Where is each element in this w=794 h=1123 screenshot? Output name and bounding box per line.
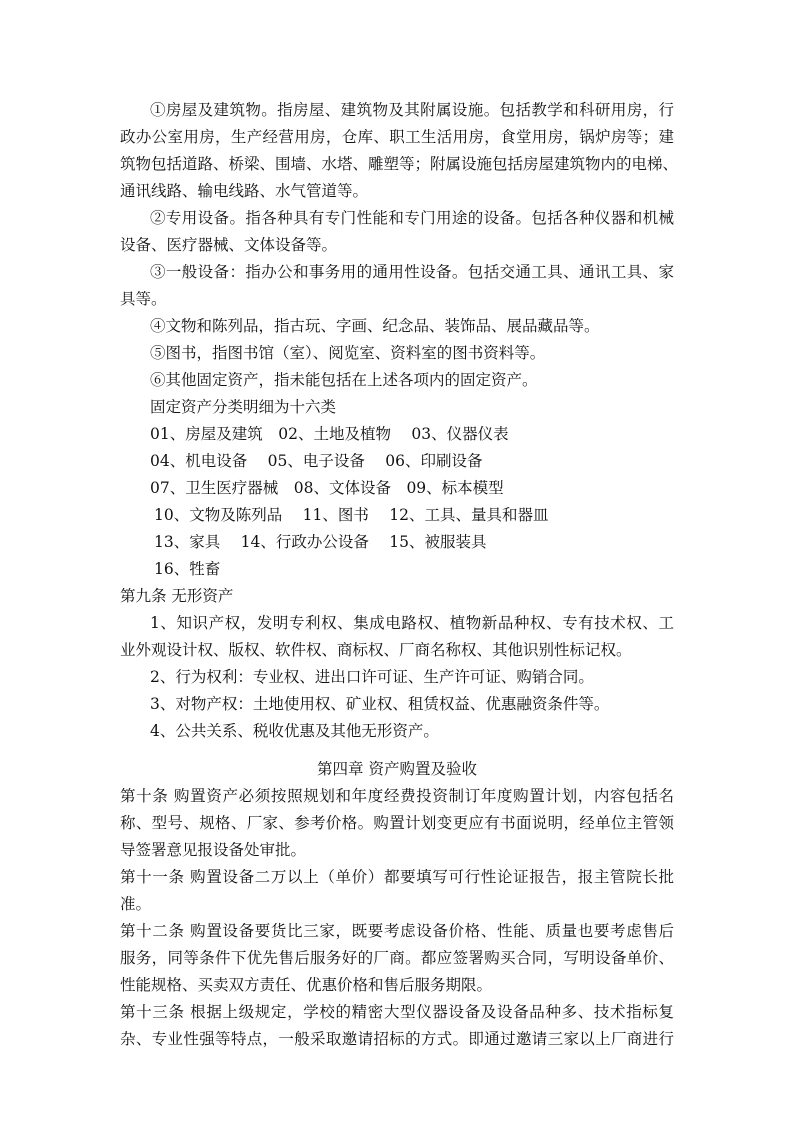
paragraph-line: 杂、专业性强等特点，一般采取邀请招标的方式。即通过邀请三家以上厂商进行	[120, 1030, 674, 1048]
paragraph-line: ⑤图书，指图书馆（室）、阅览室、资料室的图书资料等。	[150, 344, 546, 362]
paragraph-line: 服务，同等条件下优先售后服务好的厂商。都应签署购买合同，写明设备单价、	[120, 949, 674, 967]
paragraph-line: ①房屋及建筑物。指房屋、建筑物及其附属设施。包括教学和科研用房，行	[150, 101, 674, 119]
paragraph-line: ④文物和陈列品，指古玩、字画、纪念品、装饰品、展品藏品等。	[150, 317, 600, 335]
paragraph-line: 设备、医疗器械、文体设备等。	[120, 236, 338, 254]
paragraph-line: 第十条 购置资产必须按照规划和年度经费投资制订年度购置计划，内容包括名	[120, 787, 674, 805]
category-line: 10、文物及陈列品 11、图书 12、工具、量具和器皿	[154, 506, 549, 524]
paragraph-line: 2、行为权利：专业权、进出口许可证、生产许可证、购销合同。	[150, 668, 594, 686]
paragraph-line: 第十二条 购置设备要货比三家，既要考虑设备价格、性能、质量也要考虑售后	[120, 922, 674, 940]
paragraph-line: 4、公共关系、税收优惠及其他无形资产。	[150, 722, 439, 740]
paragraph-line: 称、型号、规格、厂家、参考价格。购置计划变更应有书面说明，经单位主管领	[120, 814, 674, 832]
category-line: 04、机电设备 05、电子设备 06、印刷设备	[150, 452, 483, 470]
article-heading: 第九条 无形资产	[120, 587, 234, 605]
paragraph-line: 1、知识产权，发明专利权、集成电路权、植物新品种权、专有技术权、工	[150, 614, 674, 632]
paragraph-line: 准。	[120, 895, 152, 913]
paragraph-line: ②专用设备。指各种具有专门性能和专门用途的设备。包括各种仪器和机械	[150, 209, 674, 227]
paragraph-line: 具等。	[120, 290, 167, 308]
category-line: 07、卫生医疗器械 08、文体设备 09、标本模型	[150, 479, 504, 497]
paragraph-line: 3、对物产权：土地使用权、矿业权、租赁权益、优惠融资条件等。	[150, 695, 610, 713]
category-line: 13、家具 14、行政办公设备 15、被服装具	[154, 533, 487, 551]
paragraph-line: ③一般设备：指办公和事务用的通用性设备。包括交通工具、通讯工具、家	[150, 263, 674, 281]
paragraph-line: 通讯线路、输电线路、水气管道等。	[120, 182, 369, 200]
paragraph-line: 性能规格、买卖双方责任、优惠价格和售后服务期限。	[120, 976, 493, 994]
paragraph-line: 业外观设计权、版权、软件权、商标权、厂商名称权、其他识别性标记权。	[120, 641, 632, 659]
paragraph-line: 第十三条 根据上级规定，学校的精密大型仪器设备及设备品种多、技术指标复	[120, 1003, 674, 1021]
category-line: 01、房屋及建筑 02、土地及植物 03、仪器仪表	[150, 425, 509, 443]
category-line: 16、牲畜	[154, 560, 221, 578]
chapter-title: 第四章 资产购置及验收	[317, 760, 477, 778]
paragraph-line: 第十一条 购置设备二万以上（单价）都要填写可行性论证报告，报主管院长批	[120, 868, 674, 886]
paragraph-line: ⑥其他固定资产，指未能包括在上述各项内的固定资产。	[150, 371, 538, 389]
paragraph-line: 筑物包括道路、桥梁、围墙、水塔、雕塑等；附属设施包括房屋建筑物内的电梯、	[120, 155, 679, 173]
paragraph-line: 固定资产分类明细为十六类	[150, 398, 337, 416]
paragraph-line: 政办公室用房，生产经营用房，仓库、职工生活用房，食堂用房，锅炉房等；建	[120, 128, 674, 146]
paragraph-line: 导签署意见报设备处审批。	[120, 841, 307, 859]
